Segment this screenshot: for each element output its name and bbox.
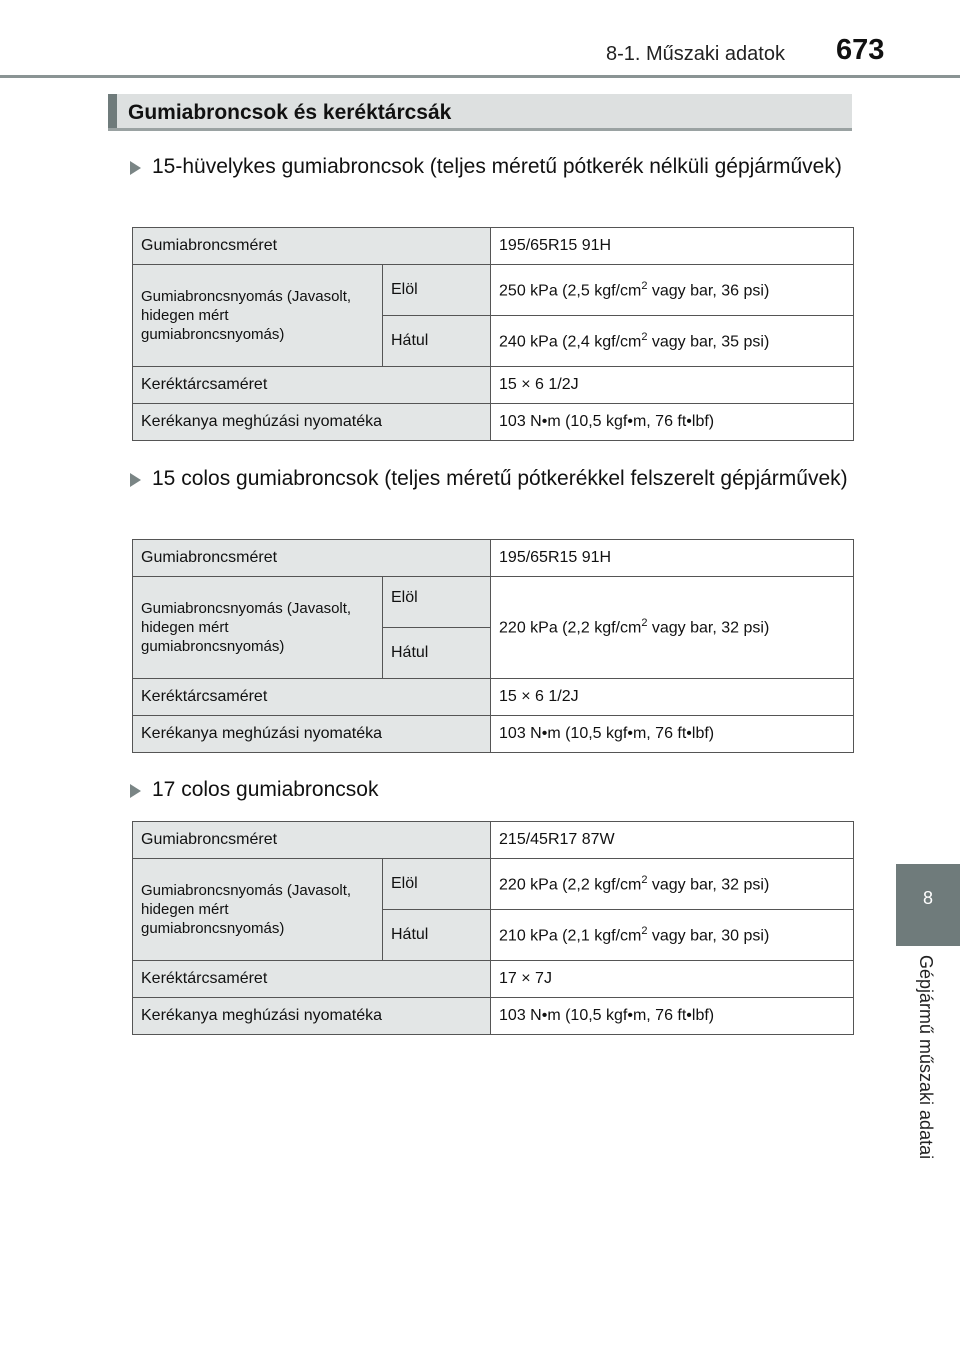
rear-pressure-value: 240 kPa (2,4 kgf/$cm^2$ vagy bar, 35 psi): [491, 316, 854, 367]
front-label: Elöl: [383, 577, 491, 628]
table-row: [133, 540, 854, 577]
table-row: [133, 822, 854, 859]
rear-pressure-value: 210 kPa (2,1 kgf/$cm^2$ vagy bar, 30 psi): [491, 910, 854, 961]
bullet-15in-full-spare: [130, 462, 856, 496]
table-row: [133, 679, 854, 716]
tire-size-label: Gumiabroncsméret: [133, 228, 491, 265]
bullet-triangle-icon: [130, 784, 141, 798]
rear-label: Hátul: [383, 316, 491, 367]
table-row: [133, 404, 854, 441]
chapter-tab: [896, 864, 960, 946]
table-row: [133, 228, 854, 265]
spec-table-17in: [132, 821, 854, 1035]
torque-label: Kerékanya meghúzási nyomatéka: [133, 998, 491, 1035]
shared-pressure-value: 220 kPa (2,2 kgf/$cm^2$ vagy bar, 32 psi): [491, 577, 854, 679]
wheel-size-label: Keréktárcsaméret: [133, 961, 491, 998]
section-title-bar: [108, 94, 852, 131]
wheel-size-value: 15 × 6 1/2J: [491, 367, 854, 404]
header-divider: [0, 75, 960, 78]
torque-label: Kerékanya meghúzási nyomatéka: [133, 716, 491, 753]
bullet-triangle-icon: [130, 161, 141, 175]
bullet-text: 15 colos gumiabroncsok (teljes méretű pótkerékkel felszerelt gépjárművek): [152, 467, 848, 490]
bullet-text: 17 colos gumiabroncsok: [152, 778, 379, 801]
front-pressure-value: 220 kPa (2,2 kgf/$cm^2$ vagy bar, 32 psi): [491, 859, 854, 910]
wheel-size-label: Keréktárcsaméret: [133, 367, 491, 404]
rear-label: Hátul: [383, 628, 491, 679]
tire-pressure-label: Gumiabroncsnyomás (Javasolt, hidegen mért gumiabroncsnyomás): [133, 577, 383, 679]
table-row: [133, 265, 854, 316]
torque-value: 103 N•m (10,5 kgf•m, 76 ft•lbf): [491, 716, 854, 753]
torque-label: Kerékanya meghúzási nyomatéka: [133, 404, 491, 441]
front-pressure-value: 250 kPa (2,5 kgf/$cm^2$ vagy bar, 36 psi): [491, 265, 854, 316]
tire-pressure-label: Gumiabroncsnyomás (Javasolt, hidegen mért gumiabroncsnyomás): [133, 859, 383, 961]
bullet-triangle-icon: [130, 473, 141, 487]
bullet-text: 15-hüvelykes gumiabroncsok (teljes méretű pótkerék nélküli gépjárművek): [152, 155, 842, 178]
torque-value: 103 N•m (10,5 kgf•m, 76 ft•lbf): [491, 404, 854, 441]
tire-size-value: 215/45R17 87W: [491, 822, 854, 859]
page-number: 673: [836, 34, 885, 66]
rear-label: Hátul: [383, 910, 491, 961]
table-row: [133, 716, 854, 753]
bullet-15in-no-spare: [130, 150, 856, 184]
table-row: [133, 577, 854, 628]
chapter-title: 8-1. Műszaki adatok: [606, 43, 785, 65]
tire-size-label: Gumiabroncsméret: [133, 822, 491, 859]
tire-size-value: 195/65R15 91H: [491, 228, 854, 265]
chapter-tab-label: Gépjármű műszaki adatai: [916, 955, 936, 1160]
chapter-tab-number: 8: [922, 888, 933, 908]
section-title: Gumiabroncsok és keréktárcsák: [128, 101, 452, 124]
wheel-size-value: 15 × 6 1/2J: [491, 679, 854, 716]
front-label: Elöl: [383, 859, 491, 910]
wheel-size-label: Keréktárcsaméret: [133, 679, 491, 716]
table-row: [133, 961, 854, 998]
tire-pressure-label: Gumiabroncsnyomás (Javasolt, hidegen mért gumiabroncsnyomás): [133, 265, 383, 367]
tire-size-value: 195/65R15 91H: [491, 540, 854, 577]
torque-value: 103 N•m (10,5 kgf•m, 76 ft•lbf): [491, 998, 854, 1035]
table-row: [133, 998, 854, 1035]
spec-table-15in-full-spare: [132, 539, 854, 753]
front-label: Elöl: [383, 265, 491, 316]
wheel-size-value: 17 × 7J: [491, 961, 854, 998]
section-accent: [108, 94, 117, 128]
spec-table-15in-no-spare: [132, 227, 854, 441]
table-row: [133, 859, 854, 910]
table-row: [133, 367, 854, 404]
bullet-17in: [130, 773, 856, 807]
tire-size-label: Gumiabroncsméret: [133, 540, 491, 577]
